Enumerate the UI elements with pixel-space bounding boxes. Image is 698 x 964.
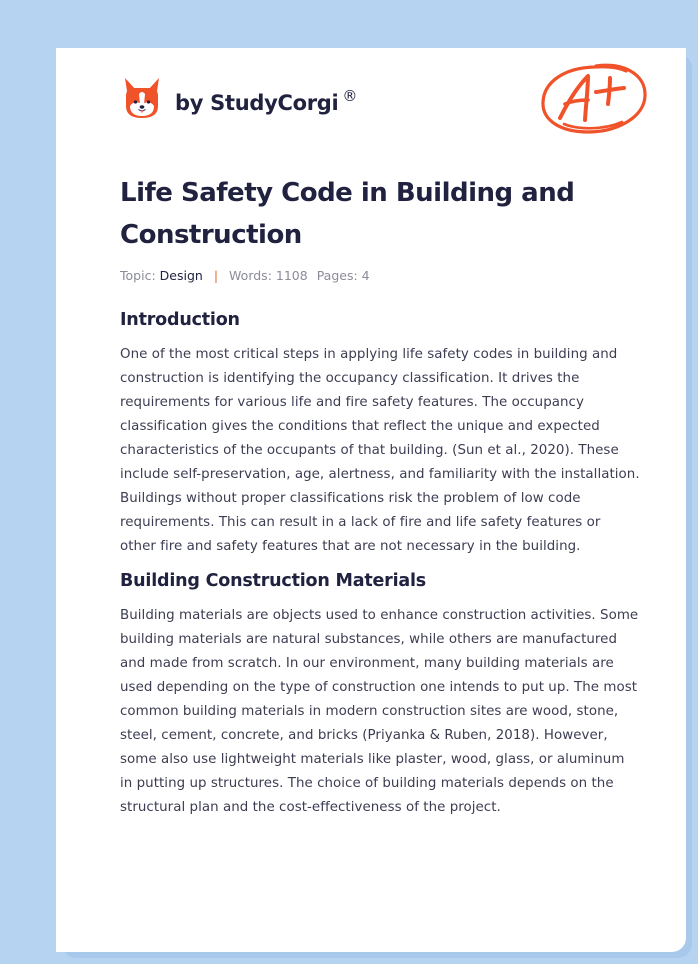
document-header [56,48,686,158]
a-plus-grade-icon [538,58,650,140]
section-body-introduction: One of the most critical steps in applying life safety codes in building and construction is identifying the occupancy classification. It drives the requirements for various life and fire safety features. The occupancy classification gives the conditions that reflect the unique and expected characteristics of the occupants of that building. (Sun et al., 2020). These include self-preservation, age, alertness, and familiarity with the installation. Buildings without proper classifications risk the problem of low code requirements. This can result in a lack of fire and life safety features or other fire and safety features that are not necessary in the building. [120,347,640,554]
word-count: Words: 1108 [229,268,308,283]
topic-label: Topic: [120,268,156,283]
page-count: Pages: 4 [316,268,370,283]
corgi-logo-icon [122,76,162,120]
document-meta [120,268,640,283]
brand-name-text: by StudyCorgi [175,91,339,115]
document-card [56,48,686,952]
meta-separator: | [213,268,219,283]
brand-name [175,87,358,115]
topic-link[interactable]: Design [159,268,203,283]
section-body-building-construction-materials: Building materials are objects used to enhance construction activities. Some building materials are natural substances, while others are manufactured and made from scratch. In our environment, many building materials are used depending on the type of construction one intends to put up. The most common building materials in modern construction sites are wood, stone, steel, cement, concrete, and bricks (Priyanka & Ruben, 2018). However, some also use lightweight materials like plaster, wood, glass, or aluminum in putting up structures. The choice of building materials depends on the structural plan and the cost-effectiveness of the project. [120,608,639,815]
brand[interactable] [122,76,357,120]
registered-mark: ® [342,87,358,105]
document-title: Life Safety Code in Building and Construction [120,178,575,250]
document-content [120,172,640,820]
section-heading-introduction: Introduction [120,310,240,330]
section-heading-building-construction-materials: Building Construction Materials [120,571,427,591]
